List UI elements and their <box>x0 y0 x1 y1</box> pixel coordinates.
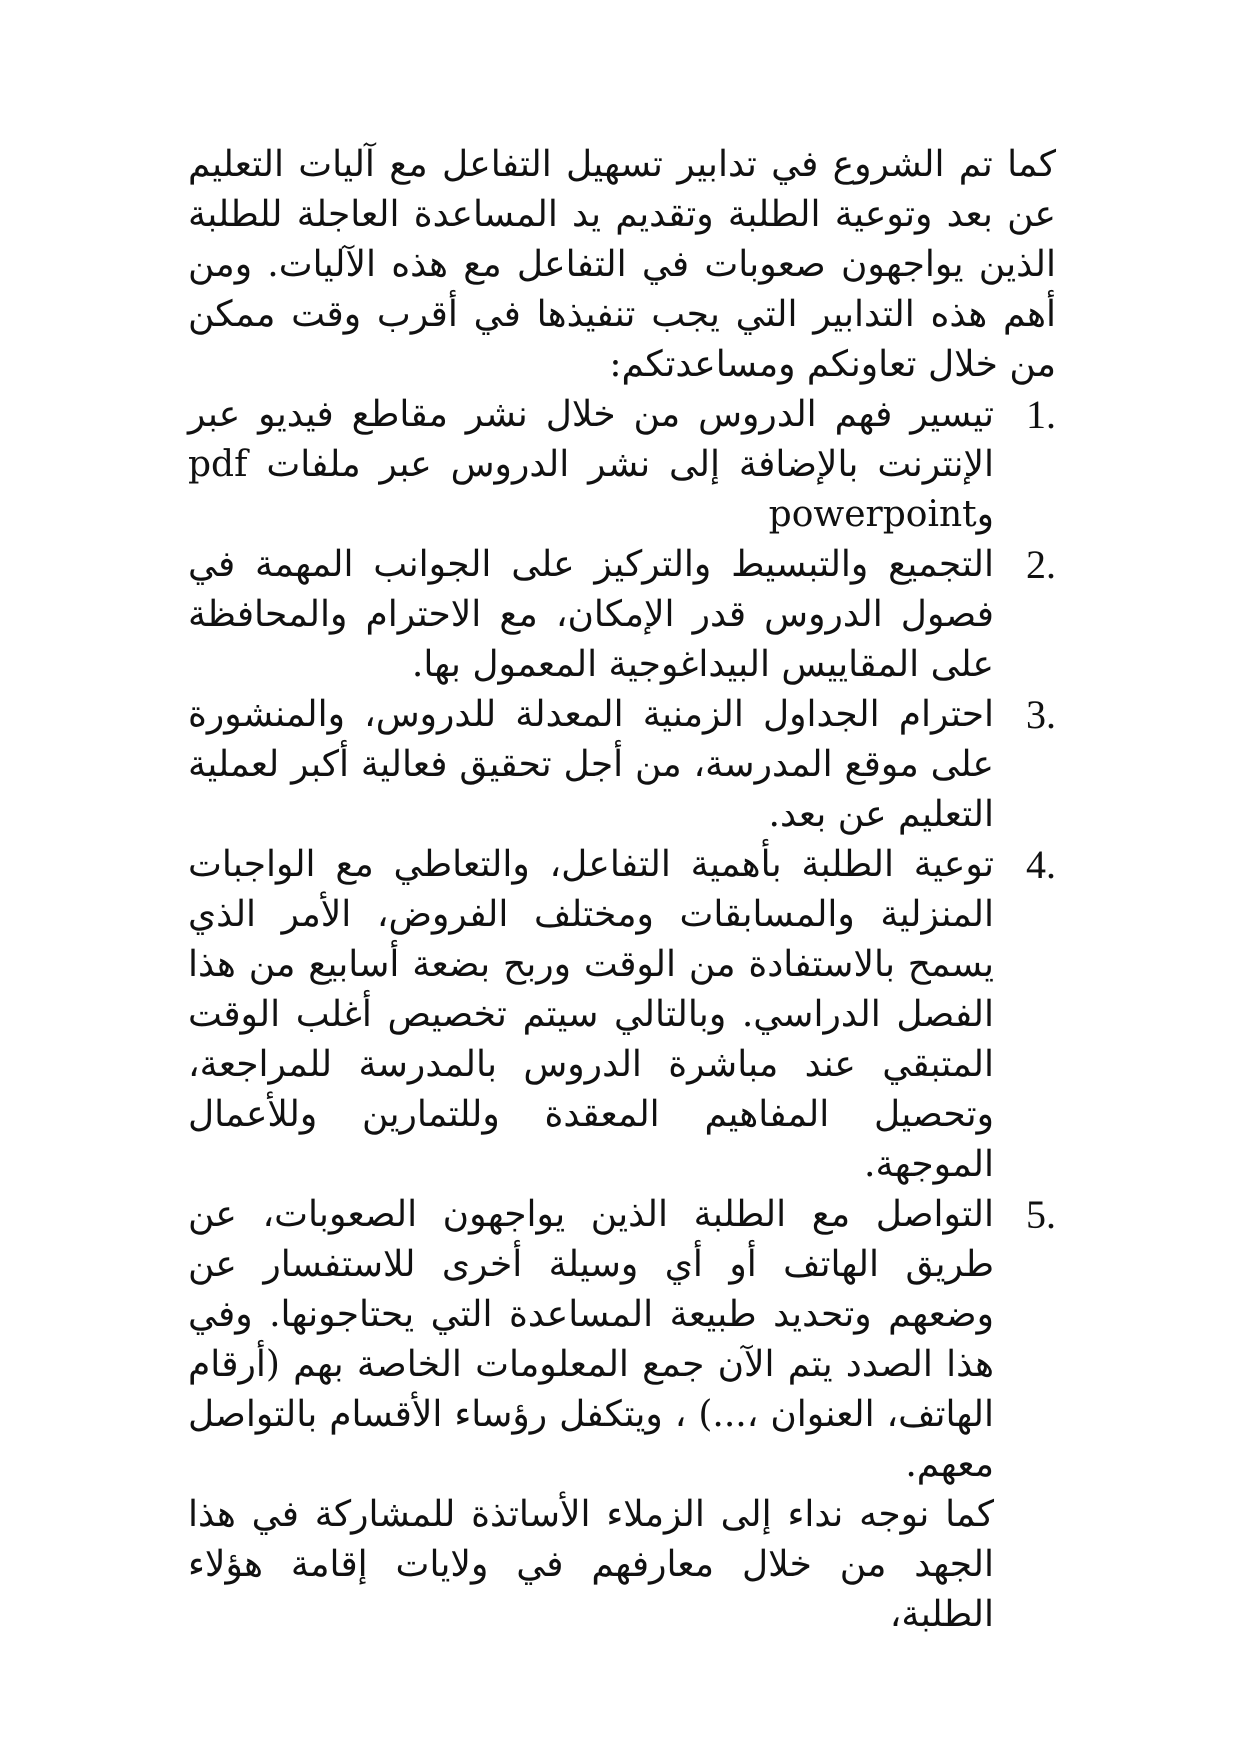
list-item-number: 2. <box>1026 542 1056 587</box>
measures-list <box>188 390 1056 1490</box>
list-item-text: التجميع والتبسيط والتركيز على الجوانب المهمة في فصول الدروس قدر الإمكان، مع الاحترام والمحافظة على المقاييس البيداغوجية المعمول بها. <box>188 544 994 685</box>
list-item <box>188 690 1056 840</box>
list-item-number: 3. <box>1026 692 1056 737</box>
document-body <box>188 140 1056 1640</box>
list-item-text: التواصل مع الطلبة الذين يواجهون الصعوبات، عن طريق الهاتف أو أي وسيلة أخرى للاستفسار عن وضعهم وتحديد طبيعة المساعدة التي يحتاجونها. وفي هذا الصدد يتم الآن جمع المعلومات الخاصة بهم (أرقام الهاتف، العنوان ،...) ، ويتكفل رؤساء الأقسام بالتواصل معهم. <box>188 1194 994 1485</box>
intro-paragraph: كما تم الشروع في تدابير تسهيل التفاعل مع آليات التعليم عن بعد وتوعية الطلبة وتقديم يد المساعدة العاجلة للطلبة الذين يواجهون صعوبات في التفاعل مع هذه الآليات. ومن أهم هذه التدابير التي يجب تنفيذها في أقرب وقت ممكن من خلال تعاونكم ومساعدتكم: <box>188 144 1056 385</box>
list-item-text: احترام الجداول الزمنية المعدلة للدروس، والمنشورة على موقع المدرسة، من أجل تحقيق فعالية أكبر لعملية التعليم عن بعد. <box>188 694 994 835</box>
closing-paragraph: كما نوجه نداء إلى الزملاء الأساتذة للمشاركة في هذا الجهد من خلال معارفهم في ولايات إقامة هؤلاء الطلبة، <box>188 1494 994 1635</box>
list-item <box>188 390 1056 540</box>
list-item <box>188 540 1056 690</box>
list-item-text: تيسير فهم الدروس من خلال نشر مقاطع فيديو عبر الإنترنت بالإضافة إلى نشر الدروس عبر ملفات pdf وpowerpoint <box>188 394 994 535</box>
list-item <box>188 840 1056 1190</box>
list-item-number: 5. <box>1026 1192 1056 1237</box>
list-item-text: توعية الطلبة بأهمية التفاعل، والتعاطي مع الواجبات المنزلية والمسابقات ومختلف الفروض، الأمر الذي يسمح بالاستفادة من الوقت وربح بضعة أسابيع من هذا الفصل الدراسي. وبالتالي سيتم تخصيص أغلب الوقت المتبقي عند مباشرة الدروس بالمدرسة للمراجعة، وتحصيل المفاهيم المعقدة وللتمارين وللأعمال الموجهة. <box>188 844 994 1185</box>
list-item-number: 1. <box>1026 392 1056 437</box>
list-item-number: 4. <box>1026 842 1056 887</box>
list-item <box>188 1190 1056 1490</box>
